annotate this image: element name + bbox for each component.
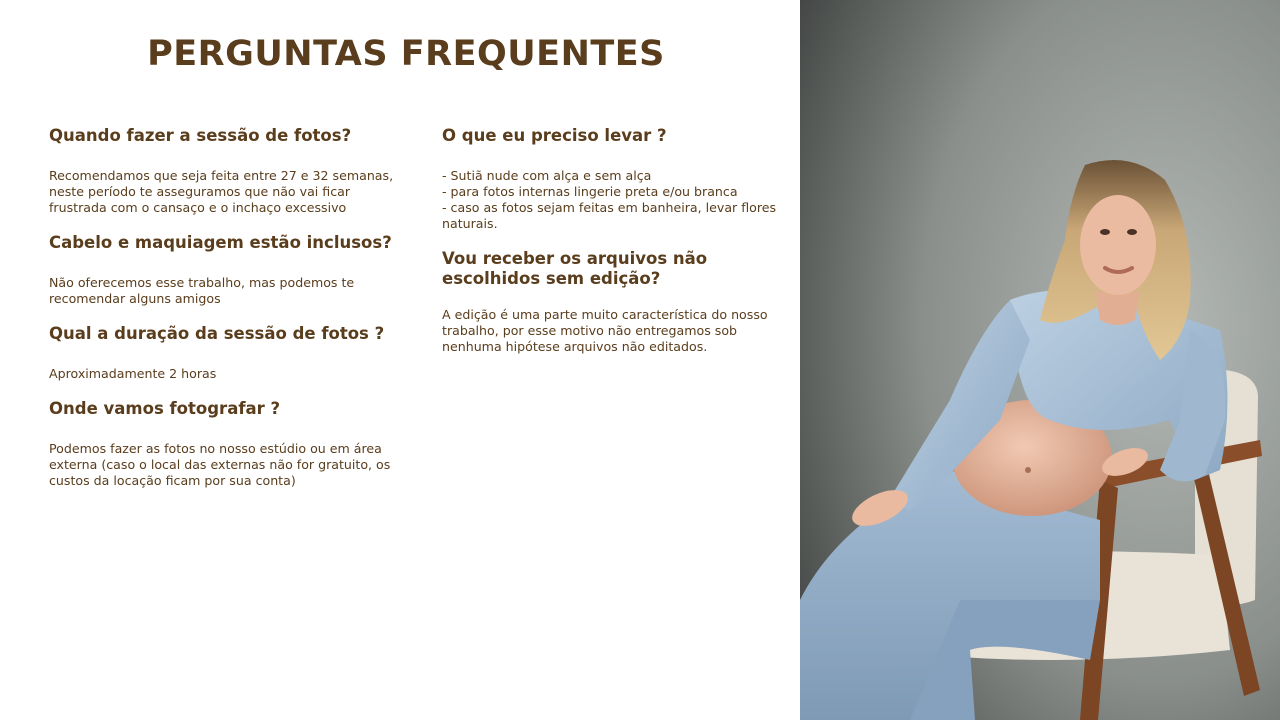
faq-answer: Recomendamos que seja feita entre 27 e 32 semanas, neste período te asseguramos que não vai ficar frustrada com o cansaço e o inchaço excessivo <box>49 168 394 215</box>
faq-item-duration <box>49 324 394 382</box>
page-title: PERGUNTAS FREQUENTES <box>147 34 665 74</box>
faq-question: Onde vamos fotografar ? <box>49 399 281 418</box>
faq-item-unedited-files <box>442 249 782 355</box>
faq-answer: A edição é uma parte muito característica do nosso trabalho, por esse motivo não entregamos sob nenhuma hipótese arquivos não editados. <box>442 307 768 354</box>
faq-answer: Aproximadamente 2 horas <box>49 366 217 381</box>
faq-answer: Podemos fazer as fotos no nosso estúdio ou em área externa (caso o local das externas não for gratuito, os custos da locação ficam por sua conta) <box>49 441 391 488</box>
faq-answer-line: - caso as fotos sejam feitas em banheira, levar flores naturais. <box>442 200 777 231</box>
maternity-photo-illustration <box>800 0 1280 720</box>
faq-item-what-to-bring <box>442 126 782 232</box>
faq-answer-line: - Sutiã nude com alça e sem alça <box>442 168 652 183</box>
faq-question: Qual a duração da sessão de fotos ? <box>49 324 385 343</box>
faq-question: O que eu preciso levar ? <box>442 126 667 145</box>
face <box>1080 195 1156 295</box>
faq-item-location <box>49 399 394 489</box>
faq-answer-line: - para fotos internas lingerie preta e/ou branca <box>442 184 738 199</box>
right-eye <box>1127 229 1137 235</box>
faq-question: Cabelo e maquiagem estão inclusos? <box>49 233 392 252</box>
neck <box>1095 290 1140 325</box>
faq-item-hair-makeup <box>49 233 394 307</box>
navel <box>1025 467 1031 473</box>
left-eye <box>1100 229 1110 235</box>
faq-question: Quando fazer a sessão de fotos? <box>49 126 352 145</box>
faq-column-right <box>442 126 782 355</box>
faq-column-left <box>49 126 394 489</box>
faq-item-session-timing <box>49 126 394 216</box>
faq-answer-list <box>442 168 782 232</box>
faq-answer: Não oferecemos esse trabalho, mas podemos te recomendar alguns amigos <box>49 275 355 306</box>
maternity-photo <box>800 0 1280 720</box>
faq-question: Vou receber os arquivos não escolhidos sem edição? <box>442 249 708 288</box>
